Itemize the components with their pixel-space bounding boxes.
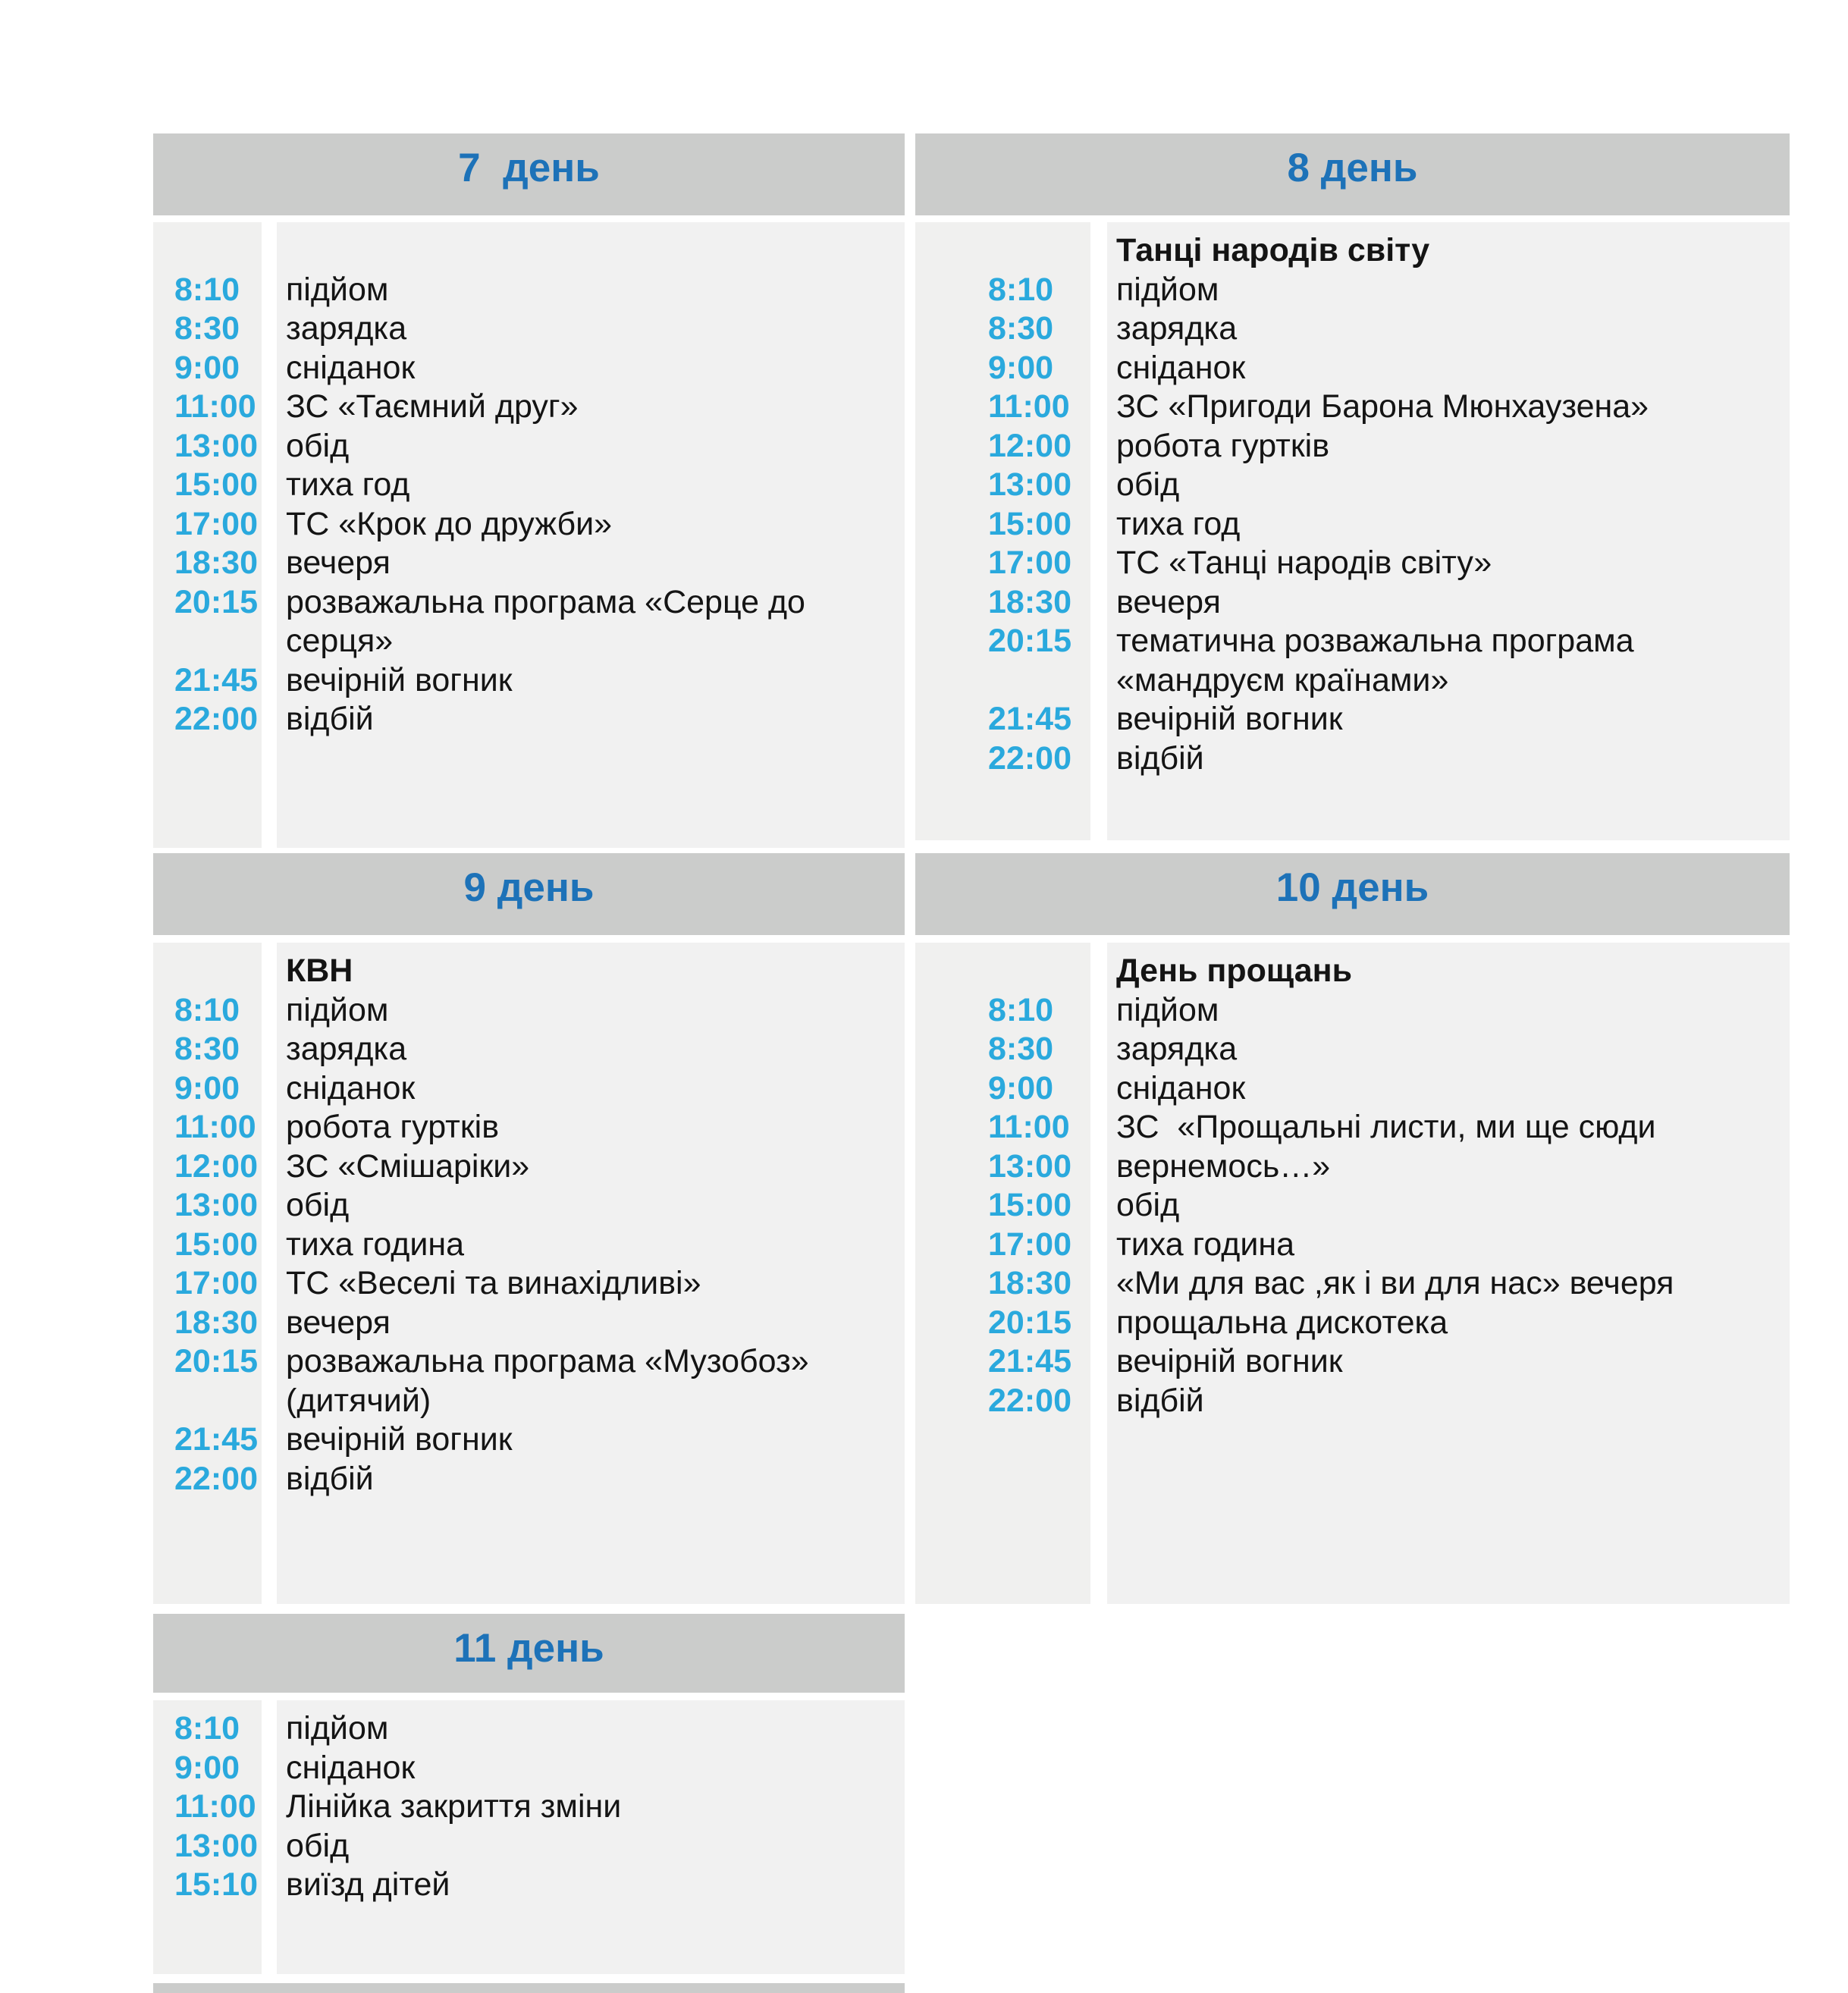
time-cell: 15:00 (174, 466, 258, 503)
activity-cell: робота гуртків (286, 1109, 500, 1145)
time-cell (153, 622, 262, 661)
time-cell: 12:00 (174, 1147, 258, 1185)
time-cell: 8:30 (174, 310, 240, 347)
time-cell: 21:45 (988, 701, 1071, 737)
day-title-cell: КВН (286, 953, 353, 989)
time-cell: 20:15 (174, 1343, 258, 1379)
time-cell: 20:15 (988, 623, 1071, 659)
day-title-cell: Танці народів світу (1116, 232, 1430, 268)
activity-cell: сніданок (286, 1749, 416, 1786)
activity-cell: розважальна програма «Музобоз» (286, 1343, 809, 1379)
activity-cell: вечірній вогник (286, 661, 513, 698)
activity-column (277, 1700, 905, 1974)
time-cell: 9:00 (988, 1069, 1054, 1106)
activity-cell: тиха година (286, 1226, 465, 1263)
activity-cell: підйом (1116, 271, 1219, 308)
activity-cell: тиха год (286, 466, 410, 503)
time-cell (153, 1382, 262, 1421)
activity-cell: прощальна дискотека (1116, 1304, 1448, 1341)
time-cell: 17:00 (174, 1265, 258, 1301)
time-cell: 9:00 (174, 1069, 240, 1106)
time-cell: 21:45 (174, 1421, 258, 1458)
activity-cell: вечірній вогник (286, 1421, 513, 1458)
time-cell: 15:10 (174, 1866, 258, 1903)
day-block-8 (915, 133, 1790, 840)
activity-cell: обід (286, 427, 350, 464)
activity-cell: відбій (1116, 739, 1204, 777)
activity-cell: зарядка (1116, 1031, 1238, 1067)
day-header-label: 10 день (1275, 865, 1429, 910)
activity-cell: обід (286, 1187, 350, 1223)
activity-cell: ЗС «Пригоди Барона Мюнхаузена» (1116, 388, 1649, 425)
activity-cell: вечірній вогник (1116, 701, 1343, 737)
time-cell (915, 952, 1090, 991)
day-block-10 (915, 853, 1790, 1604)
time-cell: 9:00 (174, 1749, 240, 1786)
time-cell: 20:15 (174, 583, 258, 620)
next-day-header-cutoff (153, 1983, 905, 1993)
time-cell: 13:00 (174, 1187, 258, 1223)
time-column (153, 1700, 262, 1974)
activity-cell: «мандруєм країнами» (1116, 661, 1449, 698)
activity-cell: підйом (286, 991, 389, 1028)
time-cell: 11:00 (988, 388, 1070, 425)
time-cell: 18:30 (988, 1265, 1071, 1301)
activity-cell: ЗС «Прощальні листи, ми ще сюди (1116, 1109, 1656, 1145)
time-cell: 22:00 (988, 739, 1071, 777)
time-cell: 18:30 (988, 583, 1071, 620)
time-cell: 18:30 (174, 1304, 258, 1341)
activity-cell: сніданок (286, 1069, 416, 1106)
activity-cell: відбій (1116, 1382, 1204, 1419)
time-cell: 17:00 (988, 545, 1071, 581)
time-cell: 13:00 (988, 1147, 1071, 1185)
time-cell: 11:00 (174, 388, 256, 425)
day-title-cell: День прощань (1116, 953, 1353, 989)
activity-cell: підйом (1116, 991, 1219, 1028)
day-schedule (153, 1700, 905, 1974)
day-schedule (915, 222, 1790, 840)
activity-cell: підйом (286, 1710, 389, 1747)
time-cell: 13:00 (988, 466, 1071, 503)
time-cell: 11:00 (988, 1109, 1070, 1145)
activity-cell: обід (1116, 466, 1180, 503)
activity-cell: Лінійка закриття зміни (286, 1788, 622, 1825)
time-cell (915, 231, 1090, 271)
activity-column (1107, 943, 1790, 1604)
time-cell (915, 661, 1090, 701)
activity-column (277, 943, 905, 1604)
activity-cell: серця» (286, 623, 394, 659)
activity-cell: сніданок (286, 349, 416, 386)
time-cell: 15:00 (988, 505, 1071, 542)
time-cell: 8:30 (988, 310, 1054, 347)
activity-cell: тиха година (1116, 1226, 1295, 1263)
time-cell: 22:00 (174, 701, 258, 737)
time-cell: 8:10 (988, 991, 1054, 1028)
day-header-label: 7 день (458, 146, 600, 190)
day-title-cell (277, 231, 905, 271)
day-header-label: 9 день (463, 865, 595, 910)
day-schedule (153, 943, 905, 1604)
activity-cell: підйом (286, 271, 389, 308)
activity-cell: сніданок (1116, 349, 1246, 386)
day-header (153, 853, 905, 935)
activity-cell: ТС «Веселі та винахідливі» (286, 1265, 701, 1301)
activity-cell: відбій (286, 701, 374, 737)
activity-cell: тиха год (1116, 505, 1241, 542)
activity-cell: вернемось…» (1116, 1147, 1331, 1185)
day-header (153, 1614, 905, 1693)
time-cell: 15:00 (988, 1187, 1071, 1223)
time-column (915, 943, 1090, 1604)
time-cell: 12:00 (988, 427, 1071, 464)
time-cell: 15:00 (174, 1226, 258, 1263)
time-cell: 20:15 (988, 1304, 1071, 1341)
time-cell: 8:10 (174, 1710, 240, 1747)
activity-cell: ТС «Крок до дружби» (286, 505, 613, 542)
day-schedule (915, 943, 1790, 1604)
time-cell: 22:00 (174, 1460, 258, 1497)
time-cell: 22:00 (988, 1382, 1071, 1419)
activity-cell: вечеря (286, 1304, 391, 1341)
time-column (153, 943, 262, 1604)
activity-cell: вечеря (286, 545, 391, 581)
activity-cell: (дитячий) (286, 1382, 431, 1419)
activity-cell: ТС «Танці народів світу» (1116, 545, 1492, 581)
day-block-11 (153, 1614, 905, 1974)
day-header (915, 853, 1790, 935)
time-cell: 17:00 (988, 1226, 1071, 1263)
activity-cell: обід (286, 1827, 350, 1864)
time-cell: 13:00 (174, 427, 258, 464)
time-cell: 11:00 (174, 1788, 256, 1825)
activity-cell: ЗС «Таємний друг» (286, 388, 579, 425)
day-header (153, 133, 905, 215)
time-cell: 8:10 (988, 271, 1054, 308)
time-cell: 9:00 (174, 349, 240, 386)
activity-cell: робота гуртків (1116, 427, 1330, 464)
time-cell (153, 231, 262, 271)
activity-cell: зарядка (286, 310, 407, 347)
day-header-label: 11 день (453, 1626, 604, 1671)
day-header-label: 8 день (1287, 146, 1418, 190)
day-schedule (153, 222, 905, 848)
time-cell: 8:30 (174, 1031, 240, 1067)
time-cell (153, 952, 262, 991)
activity-cell: «Ми для вас ,як і ви для нас» вечеря (1116, 1265, 1674, 1301)
time-column (153, 222, 262, 848)
activity-cell: відбій (286, 1460, 374, 1497)
activity-cell: вечірній вогник (1116, 1343, 1343, 1379)
time-cell: 17:00 (174, 505, 258, 542)
activity-cell: вечеря (1116, 583, 1221, 620)
time-cell: 11:00 (174, 1109, 256, 1145)
activity-cell: обід (1116, 1187, 1180, 1223)
time-cell: 13:00 (174, 1827, 258, 1864)
activity-cell: виїзд дітей (286, 1866, 450, 1903)
activity-cell: тематична розважальна програма (1116, 623, 1634, 659)
activity-cell: розважальна програма «Серце до (286, 583, 805, 620)
activity-column (1107, 222, 1790, 840)
time-column (915, 222, 1090, 840)
time-cell: 8:10 (174, 271, 240, 308)
activity-column (277, 222, 905, 848)
activity-cell: ЗС «Смішаріки» (286, 1147, 530, 1185)
day-header (915, 133, 1790, 215)
time-cell: 21:45 (988, 1343, 1071, 1379)
time-cell: 8:10 (174, 991, 240, 1028)
time-cell: 21:45 (174, 661, 258, 698)
time-cell: 18:30 (174, 545, 258, 581)
activity-cell: сніданок (1116, 1069, 1246, 1106)
activity-cell: зарядка (286, 1031, 407, 1067)
time-cell: 9:00 (988, 349, 1054, 386)
activity-cell: зарядка (1116, 310, 1238, 347)
time-cell: 8:30 (988, 1031, 1054, 1067)
day-block-7 (153, 133, 905, 848)
day-block-9 (153, 853, 905, 1604)
